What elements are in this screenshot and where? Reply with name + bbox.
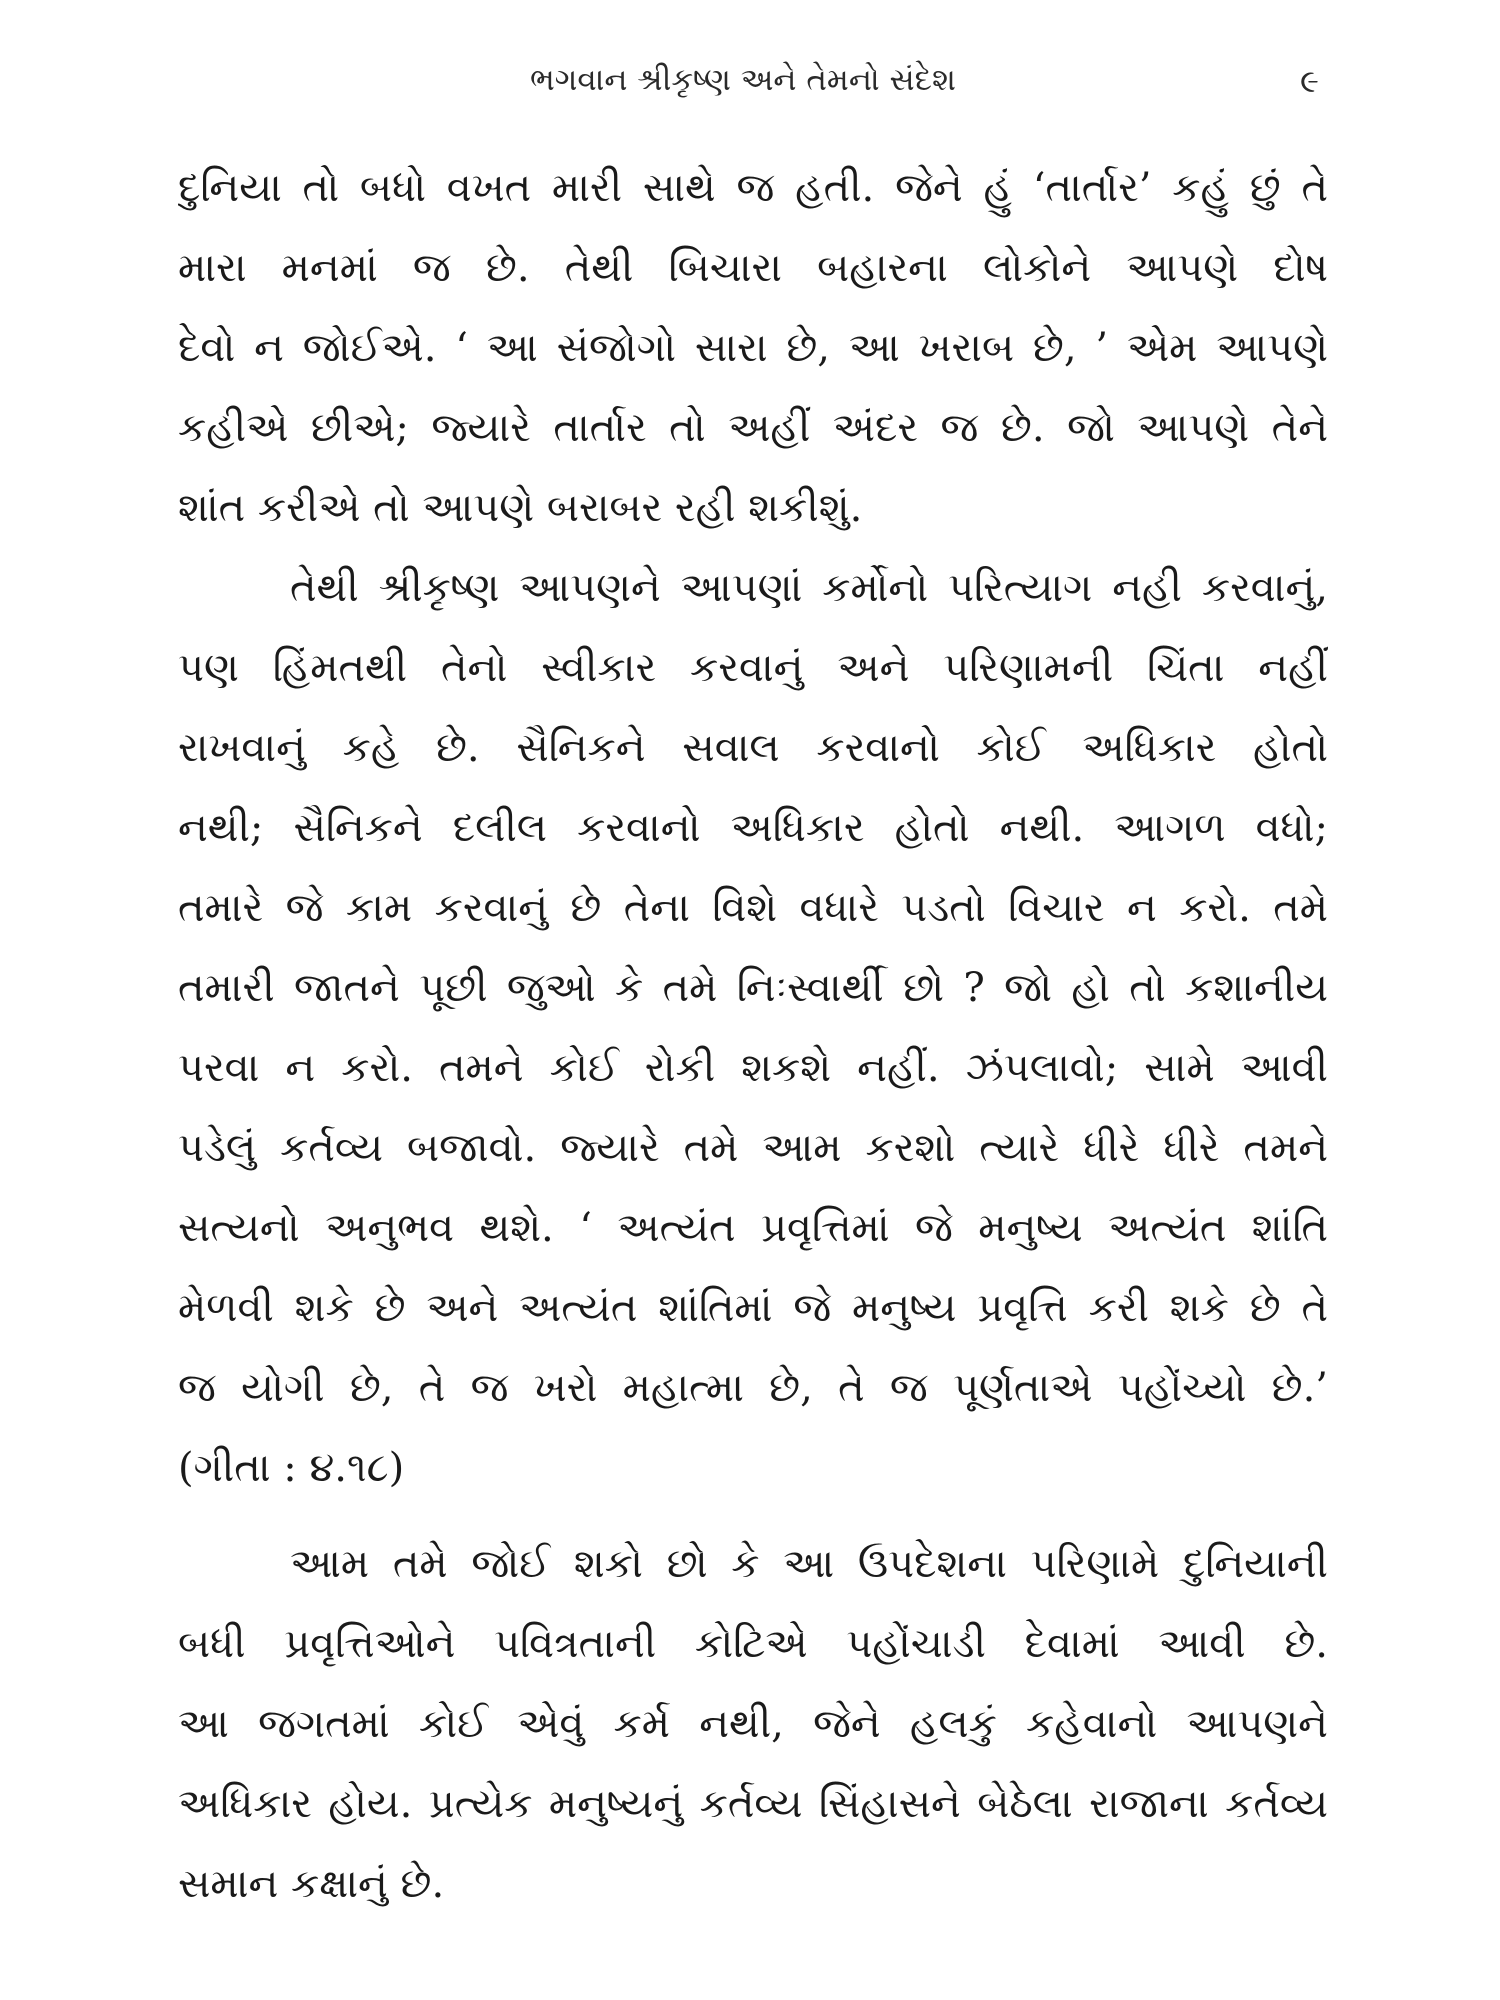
text-line: સમાન કક્ષાનું છે. (178, 1861, 445, 1907)
paragraph-2 (178, 548, 1328, 1508)
text-line: પણ હિંમતથી તેનો સ્વીકાર કરવાનું અને પરિણામની ચિંતા નહીં (178, 645, 1328, 691)
text-line: કહીએ છીએ; જ્યારે તાર્તાર તો અહીં અંદર જ છે. જો આપણે તેને (178, 405, 1328, 451)
text-line: આ જગતમાં કોઈ એવું કર્મ નથી, જેને હલકું કહેવાનો આપણને (178, 1701, 1328, 1747)
paragraph-spacer (178, 1508, 1328, 1524)
text-line: રાખવાનું કહે છે. સૈનિકને સવાલ કરવાનો કોઈ અધિકાર હોતો (178, 725, 1328, 771)
text-line: દુનિયા તો બધો વખત મારી સાથે જ હતી. જેને હું ‘તાર્તાર’ કહું છું તે (178, 165, 1328, 211)
paragraph-3 (178, 1524, 1328, 1924)
body-text (178, 148, 1328, 1924)
paragraph-1 (178, 148, 1328, 548)
text-line: તમારે જે કામ કરવાનું છે તેના વિશે વધારે પડતો વિચાર ન કરો. તમે (178, 885, 1328, 931)
text-line: નથી; સૈનિકને દલીલ કરવાનો અધિકાર હોતો નથી. આગળ વધો; (178, 805, 1328, 851)
text-line: પડેલું કર્તવ્ય બજાવો. જ્યારે તમે આમ કરશો ત્યારે ધીરે ધીરે તમને (178, 1125, 1328, 1171)
text-line: દેવો ન જોઈએ. ‘ આ સંજોગો સારા છે, આ ખરાબ છે, ’ એમ આપણે (178, 325, 1328, 371)
text-line: બધી પ્રવૃત્તિઓને પવિત્રતાની કોટિએ પહોંચાડી દેવામાં આવી છે. (178, 1621, 1328, 1667)
text-line: આમ તમે જોઈ શકો છો કે આ ઉપદેશના પરિણામે દુનિયાની (290, 1541, 1328, 1587)
text-line: સત્યનો અનુભવ થશે. ‘ અત્યંત પ્રવૃત્તિમાં જે મનુષ્ય અત્યંત શાંતિ (178, 1205, 1328, 1251)
running-header-title: ભગવાન શ્રીકૃષ્ણ અને તેમનો સંદેશ (530, 62, 956, 98)
text-line: મેળવી શકે છે અને અત્યંત શાંતિમાં જે મનુષ્ય પ્રવૃત્તિ કરી શકે છે તે (178, 1285, 1328, 1331)
running-header (0, 62, 1500, 114)
page-number: ૯ (1300, 62, 1319, 100)
text-line: મારા મનમાં જ છે. તેથી બિચારા બહારના લોકોને આપણે દોષ (178, 245, 1328, 291)
text-line: જ યોગી છે, તે જ ખરો મહાત્મા છે, તે જ પૂર્ણતાએ પહોંચ્યો છે.’ (178, 1365, 1328, 1411)
text-line: અધિકાર હોય. પ્રત્યેક મનુષ્યનું કર્તવ્ય સિંહાસને બેઠેલા રાજાના કર્તવ્ય (178, 1781, 1328, 1827)
text-line: શાંત કરીએ તો આપણે બરાબર રહી શકીશું. (178, 485, 863, 531)
text-line: તેથી શ્રીકૃષ્ણ આપણને આપણાં કર્મોનો પરિત્યાગ નહી કરવાનું, (290, 565, 1328, 611)
text-line: પરવા ન કરો. તમને કોઈ રોકી શકશે નહીં. ઝંપલાવો; સામે આવી (178, 1045, 1328, 1091)
text-line: તમારી જાતને પૂછી જુઓ કે તમે નિઃસ્વાર્થી છો ? જો હો તો કશાનીય (178, 965, 1328, 1011)
citation-line: (ગીતા : ૪.૧૮) (178, 1445, 405, 1491)
